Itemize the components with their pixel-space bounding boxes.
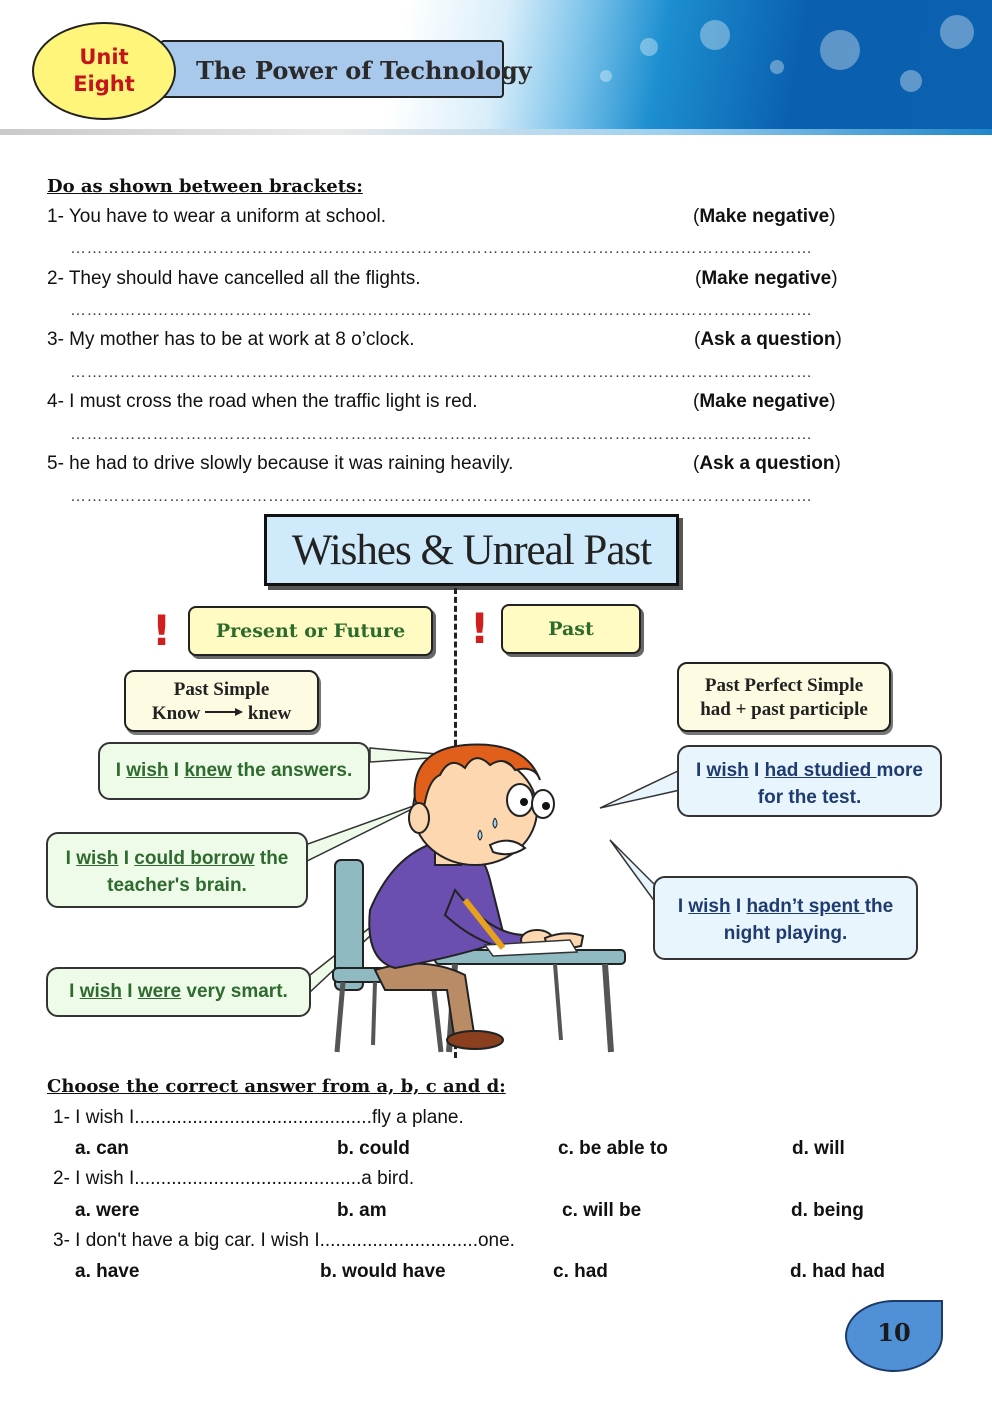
rule-title: Past Simple <box>173 679 270 700</box>
wish-bubble-knew: I wish I knew the answers. <box>98 742 370 800</box>
mcq-3-option-b[interactable]: b. would have <box>320 1261 446 1282</box>
wish-bubble-were: I wish I were very smart. <box>46 967 311 1017</box>
mcq-1-option-a[interactable]: a. can <box>75 1138 129 1159</box>
mcq-2-option-b[interactable]: b. am <box>337 1200 387 1221</box>
question-5-answer-line[interactable]: ……………………………………………………………………………………………………………………… <box>70 488 813 505</box>
past-label: Past <box>501 604 641 654</box>
rule-title: Past Perfect Simple <box>704 675 864 696</box>
mcq-3-option-c[interactable]: c. had <box>553 1261 608 1282</box>
mcq-1-option-b[interactable]: b. could <box>337 1138 410 1159</box>
section1-title: Do as shown between brackets: <box>47 176 363 197</box>
mcq-2-option-d[interactable]: d. being <box>791 1200 864 1221</box>
unit-title: The Power of Technology <box>196 56 532 85</box>
question-2-instruction: (Make negative) <box>695 268 838 289</box>
mcq-question-2: 2- I wish I...........................................a bird. <box>53 1168 415 1189</box>
mcq-question-1: 1- I wish I.............................................fly a plane. <box>53 1107 464 1128</box>
unit-label: Unit <box>79 45 129 69</box>
question-4-instruction: (Make negative) <box>693 391 836 412</box>
mcq-1-option-d[interactable]: d. will <box>792 1138 845 1159</box>
exclamation-icon: ! <box>470 604 490 653</box>
rule-example: Know knew <box>126 702 317 726</box>
exclamation-icon: ! <box>152 606 172 655</box>
section2-title: Choose the correct answer from a, b, c and d: <box>47 1076 506 1097</box>
mcq-1-option-c[interactable]: c. be able to <box>558 1138 668 1159</box>
question-3-text: 3- My mother has to be at work at 8 o’clock. <box>47 329 415 350</box>
question-1-text: 1- You have to wear a uniform at school. <box>47 206 387 227</box>
question-1-answer-line[interactable]: ……………………………………………………………………………………………………………………… <box>70 240 813 257</box>
question-2-answer-line[interactable]: ……………………………………………………………………………………………………………………… <box>70 302 813 319</box>
question-4-answer-line[interactable]: ……………………………………………………………………………………………………………………… <box>70 426 813 443</box>
question-5-instruction: (Ask a question) <box>693 453 841 474</box>
question-2-text: 2- They should have cancelled all the flights. <box>47 268 421 289</box>
mcq-2-option-c[interactable]: c. will be <box>562 1200 642 1221</box>
question-5-text: 5- he had to drive slowly because it was raining heavily. <box>47 453 514 474</box>
rule-formula: had + past participle <box>700 699 868 720</box>
mcq-2-option-a[interactable]: a. were <box>75 1200 140 1221</box>
wish-bubble-hadnt-spent: I wish I hadn’t spent the night playing. <box>653 876 918 960</box>
present-future-label: Present or Future <box>188 606 433 656</box>
page-number: 10 <box>877 1318 911 1347</box>
mcq-question-3: 3- I don't have a big car. I wish I..............................one. <box>53 1230 515 1251</box>
question-3-answer-line[interactable]: ……………………………………………………………………………………………………………………… <box>70 364 813 381</box>
question-1-instruction: (Make negative) <box>693 206 836 227</box>
mcq-3-option-a[interactable]: a. have <box>75 1261 140 1282</box>
wish-bubble-could-borrow: I wish I could borrow the teacher's brain. <box>46 832 308 908</box>
unit-number: Eight <box>73 72 135 96</box>
question-4-text: 4- I must cross the road when the traffic light is red. <box>47 391 478 412</box>
mcq-3-option-d[interactable]: d. had had <box>790 1261 885 1282</box>
wishes-title: Wishes & Unreal Past <box>291 527 652 574</box>
question-3-instruction: (Ask a question) <box>694 329 842 350</box>
wish-bubble-had-studied: I wish I had studied more for the test. <box>677 745 942 817</box>
